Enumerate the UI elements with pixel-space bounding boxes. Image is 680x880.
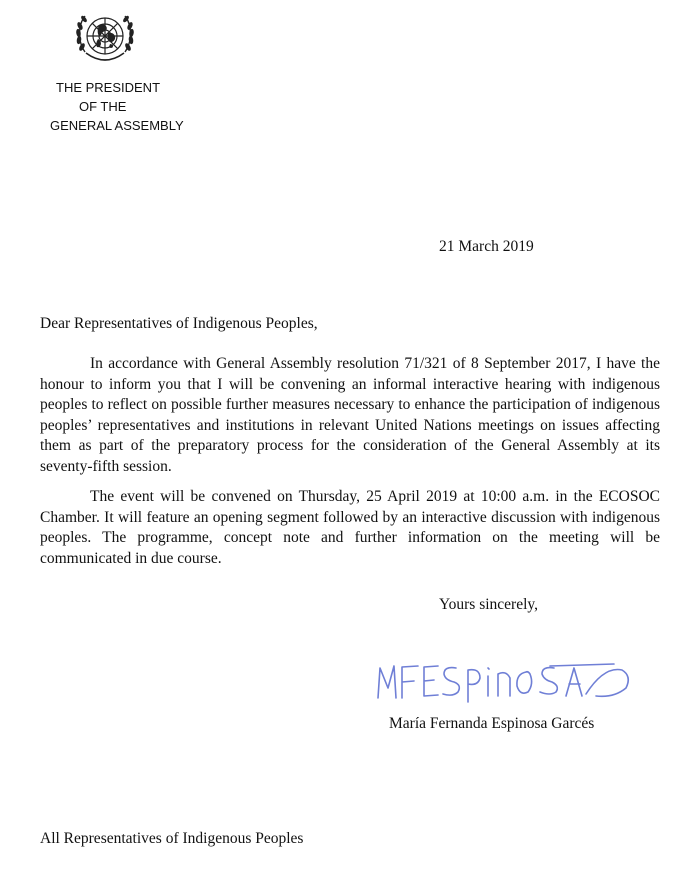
addressee: All Representatives of Indigenous Peoples (40, 830, 304, 847)
signer-name: María Fernanda Espinosa Garcés (389, 715, 595, 732)
body-paragraph-1: In accordance with General Assembly resolution 71/321 of 8 September 2017, I have the honour to inform you that I will be convening an informal interactive hearing with indigenous peoples to reflect on possible further measures necessary to enhance the participation of indigenous peoples’ representatives and institutions in relevant United Nations meetings on issues affecting them as part of the preparatory process for the consideration of the General Assembly at its seventy-fifth session. (40, 355, 660, 475)
letterhead-line-2: OF THE (79, 99, 127, 114)
letterhead (40, 78, 200, 135)
un-emblem-icon (72, 6, 138, 68)
letterhead-line-1: THE PRESIDENT (56, 80, 161, 95)
salutation: Dear Representatives of Indigenous Peoples, (40, 315, 318, 332)
letterhead-line-3: GENERAL ASSEMBLY (50, 118, 184, 133)
body-paragraph-2: The event will be convened on Thursday, 25 April 2019 at 10:00 a.m. in the ECOSOC Chamber. It will feature an opening segment followed by an interactive discussion with indigenous peoples. The programme, concept note and further information on the meeting will be communicated in due course. (40, 488, 660, 567)
letter-date: 21 March 2019 (439, 238, 534, 255)
closing: Yours sincerely, (439, 596, 539, 613)
signature (374, 658, 636, 704)
